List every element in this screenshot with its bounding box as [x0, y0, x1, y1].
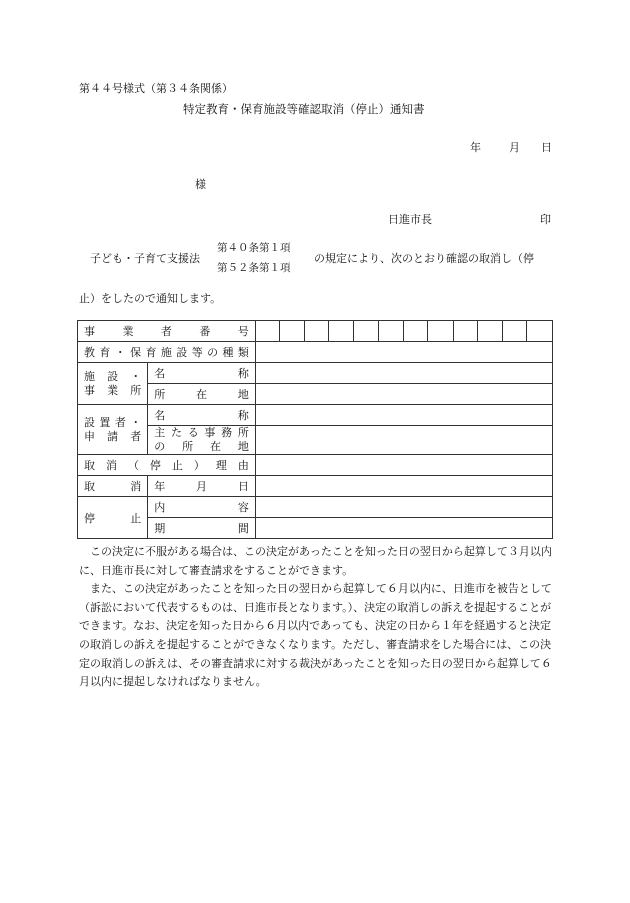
label-facility-line2: 事業所	[84, 383, 142, 397]
label-main-office-line2: の所在地	[154, 440, 249, 453]
law-name: 子ども・子育て支援法	[90, 252, 200, 265]
row-reason	[78, 455, 553, 476]
digit-cell[interactable]	[502, 321, 526, 342]
notice-paragraph-lawsuit: また、この決定があったことを知った日の翌日から起算して６月以内に、日進市を被告として（訴訟において代表するものは、日進市長となります。）、決定の取消しの訴えを提起することができます。なお、決定を知った日から６月以内であっても、決定の日から１年を経過すると決定の取消しの訴えを提起することができなくなります。ただし、審査請求をした場合には、この決定の取消しの訴えは、その審査請求に対する裁決があったことを知った日の翌日から起算して６月以内に提起しなければなりません。	[79, 582, 552, 689]
row-facility-name	[78, 363, 553, 384]
row-facility-location	[78, 384, 553, 405]
label-founder-line2: 申請者	[84, 429, 142, 443]
addressee: 様	[195, 178, 206, 191]
label-main-office	[148, 426, 256, 455]
notice-form-table	[77, 320, 553, 539]
row-business-number	[78, 321, 553, 342]
seal-mark: 印	[540, 213, 551, 226]
digit-cell[interactable]	[428, 321, 454, 342]
law-sentence-continuation: 止）をしたので通知します。	[79, 292, 222, 305]
digit-cell[interactable]	[379, 321, 403, 342]
issuer: 日進市長	[388, 213, 432, 226]
row-main-office	[78, 426, 553, 455]
label-facility	[78, 363, 148, 405]
value-reason[interactable]	[255, 455, 552, 476]
label-stop-period: 期間	[148, 518, 256, 539]
value-cancel-date[interactable]	[255, 476, 552, 497]
label-facility-type: 教育・保育施設等の種類	[78, 342, 256, 363]
value-stop-period[interactable]	[255, 518, 552, 539]
value-facility-type[interactable]	[255, 342, 552, 363]
digit-cell[interactable]	[453, 321, 477, 342]
law-article-1: 第４０条第１項	[217, 242, 291, 254]
notice-body	[79, 543, 554, 692]
label-facility-location: 所在地	[148, 384, 256, 405]
digit-cell[interactable]	[329, 321, 353, 342]
label-stop: 停止	[78, 497, 148, 539]
value-main-office[interactable]	[255, 426, 552, 455]
value-facility-location[interactable]	[255, 384, 552, 405]
notice-paragraph-appeal: この決定に不服がある場合は、この決定があったことを知った日の翌日から起算して３月以内に、日進市長に対して審査請求をすることができます。	[79, 545, 552, 577]
value-founder-name[interactable]	[255, 405, 552, 426]
date-day: 日	[541, 141, 552, 154]
label-founder-line1: 設置者・	[84, 415, 142, 429]
value-stop-content[interactable]	[255, 497, 552, 518]
law-article-2: 第５２条第１項	[217, 262, 291, 274]
digit-cell[interactable]	[255, 321, 279, 342]
row-facility-type	[78, 342, 553, 363]
document-title: 特定教育・保育施設等確認取消（停止）通知書	[183, 102, 425, 116]
label-main-office-line1: 主たる事務所	[154, 426, 249, 439]
date-year: 年	[470, 141, 481, 154]
label-founder-name: 名称	[148, 405, 256, 426]
digit-cell[interactable]	[280, 321, 304, 342]
form-number: 第４４号様式（第３４条関係）	[79, 82, 233, 95]
row-cancel-date	[78, 476, 553, 497]
digit-cell[interactable]	[403, 321, 427, 342]
digit-cell[interactable]	[353, 321, 379, 342]
row-stop-period	[78, 518, 553, 539]
label-facility-name: 名称	[148, 363, 256, 384]
date-month: 月	[509, 141, 520, 154]
label-business-number: 事業者番号	[78, 321, 256, 342]
value-facility-name[interactable]	[255, 363, 552, 384]
label-cancel-date: 年月日	[148, 476, 256, 497]
digit-cell[interactable]	[527, 321, 553, 342]
label-cancel: 取消	[78, 476, 148, 497]
row-founder-name	[78, 405, 553, 426]
digit-cell[interactable]	[304, 321, 328, 342]
label-facility-line1: 施設・	[84, 369, 142, 383]
row-stop-content	[78, 497, 553, 518]
label-stop-content: 内容	[148, 497, 256, 518]
label-reason: 取消（停止）理由	[78, 455, 256, 476]
digit-cell[interactable]	[478, 321, 502, 342]
law-sentence-rest: の規定により、次のとおり確認の取消し（停	[314, 252, 534, 265]
label-founder	[78, 405, 148, 455]
